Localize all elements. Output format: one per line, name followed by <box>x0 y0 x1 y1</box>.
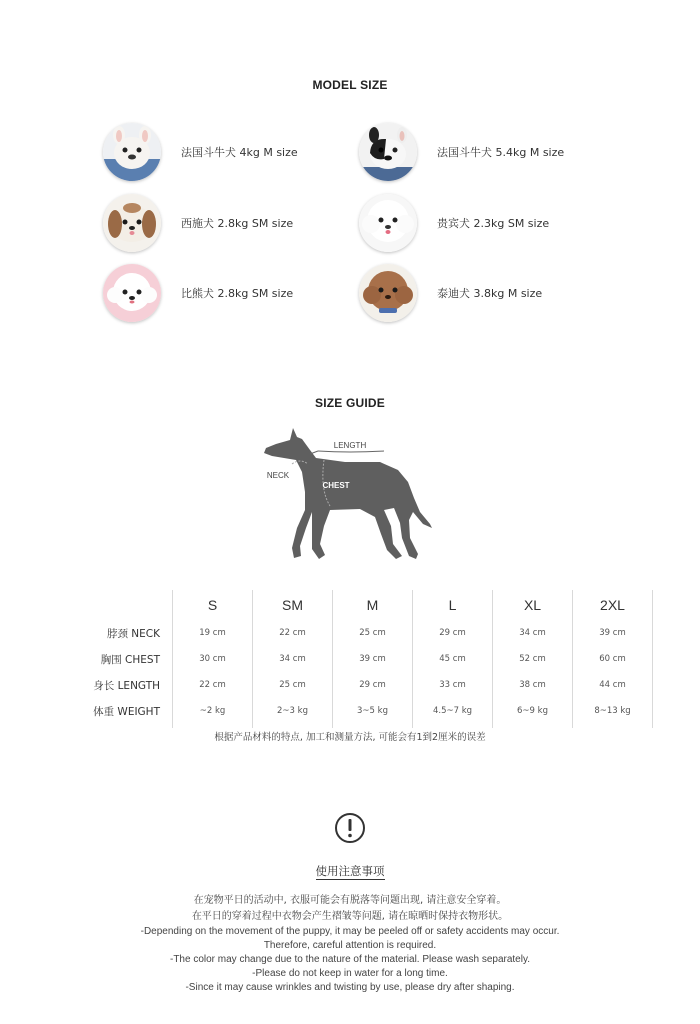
table-cell: 38 cm <box>493 672 573 698</box>
size-table <box>60 590 653 728</box>
french-bulldog-white-photo <box>103 123 161 181</box>
table-cell: 29 cm <box>333 672 413 698</box>
caution-en-line: -The color may change due to the nature of the material. Please wash separately. <box>169 954 530 965</box>
table-cell: 25 cm <box>333 620 413 646</box>
row-label: 胸围 CHEST <box>100 653 160 666</box>
warning-icon <box>334 812 366 844</box>
model-caption: 法国斗牛犬 4kg M size <box>181 146 298 159</box>
measurement-note: 根据产品材料的特点, 加工和测量方法, 可能会有1到2厘米的误差 <box>214 732 486 743</box>
caution-en-line: Therefore, careful attention is required. <box>263 940 437 951</box>
size-col-header: XL <box>493 590 573 620</box>
model-french-bulldog-white <box>103 123 298 181</box>
table-cell: 45 cm <box>413 646 493 672</box>
size-guide-heading: SIZE GUIDE <box>314 396 385 410</box>
size-col-header: SM <box>253 590 333 620</box>
corner-cell <box>60 590 173 620</box>
table-cell: 30 cm <box>173 646 253 672</box>
table-cell: 34 cm <box>493 620 573 646</box>
table-cell: ~2 kg <box>173 698 253 728</box>
caution-cn-line: 在平日的穿着过程中衣物会产生褶皱等问题, 请在晾晒时保持衣物形状。 <box>191 911 509 922</box>
length-label: LENGTH <box>333 441 367 450</box>
size-col-header: 2XL <box>573 590 653 620</box>
teddy-poodle-brown-photo <box>359 264 417 322</box>
model-poodle-white <box>359 194 549 252</box>
table-cell: 22 cm <box>253 620 333 646</box>
model-teddy-poodle-brown <box>359 264 542 322</box>
table-cell: 8~13 kg <box>573 698 653 728</box>
size-col-header: S <box>173 590 253 620</box>
caution-en-line: -Please do not keep in water for a long time. <box>252 968 448 979</box>
french-bulldog-pied-photo <box>359 123 417 181</box>
model-bichon <box>103 264 293 322</box>
model-caption: 比熊犬 2.8kg SM size <box>181 287 294 300</box>
table-cell: 60 cm <box>573 646 653 672</box>
caution-en-line: -Depending on the movement of the puppy, it may be peeled off or safety accidents may occur. <box>140 926 560 937</box>
bichon-photo <box>103 264 161 322</box>
row-label: 体重 WEIGHT <box>93 705 160 718</box>
caution-title-text: 使用注意事项 <box>315 864 385 878</box>
size-header-row <box>60 590 653 620</box>
model-caption: 西施犬 2.8kg SM size <box>181 217 294 230</box>
table-cell: 19 cm <box>173 620 253 646</box>
table-row <box>60 646 653 672</box>
table-cell: 33 cm <box>413 672 493 698</box>
row-label: 身长 LENGTH <box>93 679 160 692</box>
size-col-header: L <box>413 590 493 620</box>
table-cell: 6~9 kg <box>493 698 573 728</box>
table-cell: 22 cm <box>173 672 253 698</box>
caution-en-line: -Since it may cause wrinkles and twisting by use, please dry after shaping. <box>185 982 515 993</box>
dog-measurement-diagram <box>250 420 450 565</box>
model-caption: 法国斗牛犬 5.4kg M size <box>437 146 565 159</box>
table-cell: 39 cm <box>573 620 653 646</box>
poodle-white-photo <box>359 194 417 252</box>
table-cell: 44 cm <box>573 672 653 698</box>
model-french-bulldog-pied <box>359 123 564 181</box>
table-cell: 34 cm <box>253 646 333 672</box>
model-caption: 贵宾犬 2.3kg SM size <box>437 217 550 230</box>
table-cell: 52 cm <box>493 646 573 672</box>
table-row <box>60 620 653 646</box>
table-cell: 39 cm <box>333 646 413 672</box>
row-label: 脖颈 NECK <box>106 627 160 640</box>
caution-title <box>0 863 700 879</box>
table-cell: 2~3 kg <box>253 698 333 728</box>
chest-label: CHEST <box>322 481 350 490</box>
table-cell: 3~5 kg <box>333 698 413 728</box>
model-shih-tzu <box>103 194 293 252</box>
neck-label: NECK <box>266 471 290 480</box>
table-cell: 29 cm <box>413 620 493 646</box>
caution-cn-line: 在宠物平日的活动中, 衣服可能会有脱落等问题出现, 请注意安全穿着。 <box>193 895 507 906</box>
table-row <box>60 698 653 728</box>
model-caption: 泰迪犬 3.8kg M size <box>437 287 543 300</box>
table-row <box>60 672 653 698</box>
table-cell: 4.5~7 kg <box>413 698 493 728</box>
model-size-heading: MODEL SIZE <box>312 78 388 92</box>
size-col-header: M <box>333 590 413 620</box>
table-cell: 25 cm <box>253 672 333 698</box>
shih-tzu-photo <box>103 194 161 252</box>
